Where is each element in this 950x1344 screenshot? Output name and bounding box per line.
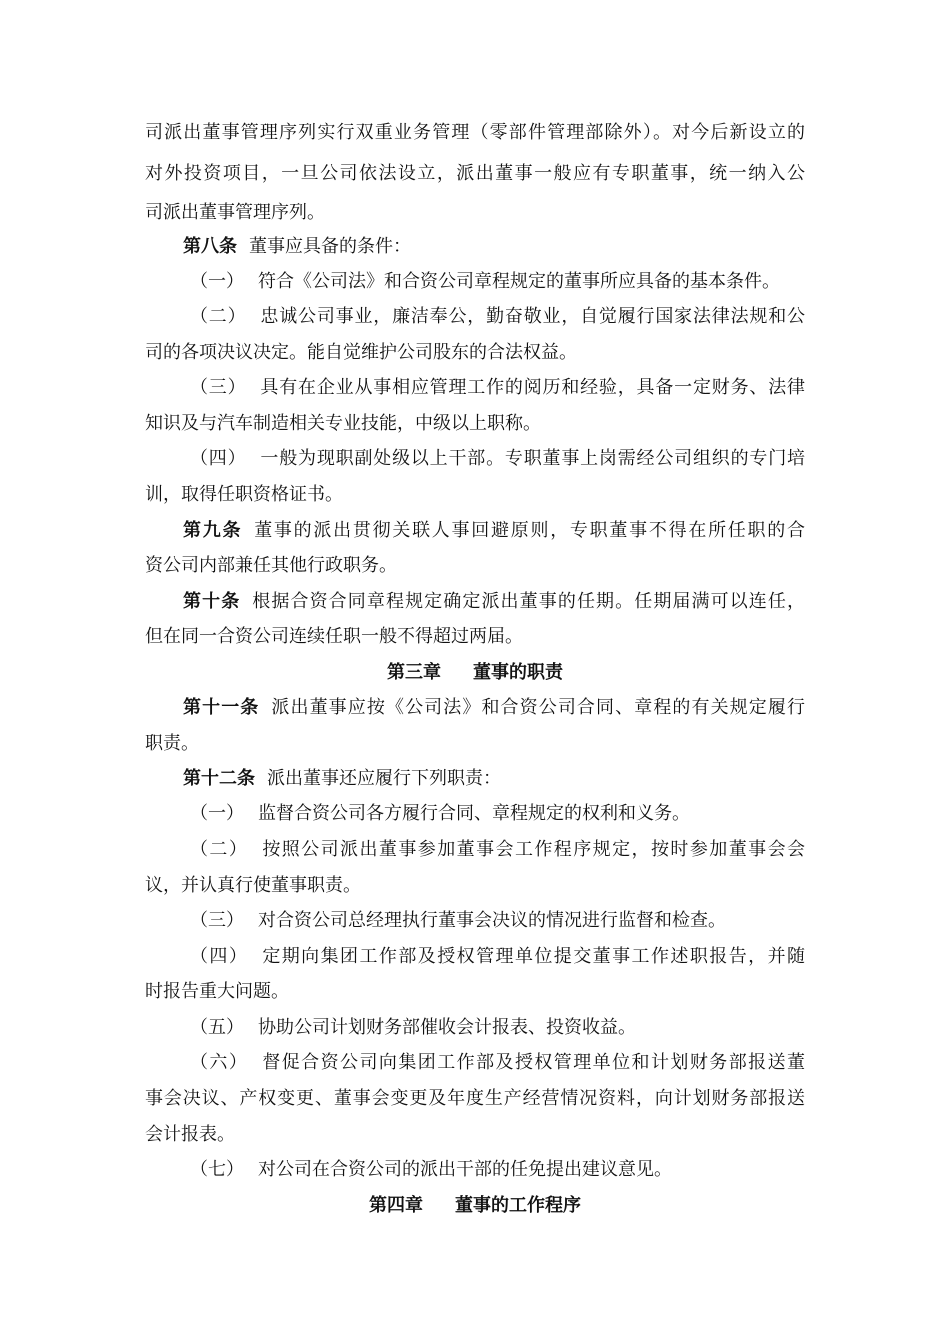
article-12-item-5 bbox=[190, 1011, 805, 1045]
article-12-item-6 bbox=[190, 1046, 805, 1080]
article-11 bbox=[183, 691, 805, 725]
article-12-item-3 bbox=[190, 904, 805, 938]
item-number: （五） bbox=[190, 1017, 244, 1038]
article-label: 第九条 bbox=[183, 520, 243, 541]
article-label: 第十条 bbox=[183, 591, 241, 612]
text-line: 会计报表。 bbox=[145, 1124, 235, 1145]
item-text: 符合《公司法》和合资公司章程规定的董事所应具备的基本条件。 bbox=[258, 271, 780, 292]
article-12-item-1 bbox=[190, 797, 805, 831]
item-text: 督促合资公司向集团工作部及授权管理单位和计划财务部报送董 bbox=[262, 1052, 806, 1073]
text-line: 司派出董事管理序列实行双重业务管理（零部件管理部除外）。对今后新设立的 bbox=[145, 122, 805, 143]
text-line: 但在同一合资公司连续任职一般不得超过两届。 bbox=[145, 626, 523, 647]
chapter-number: 第三章 bbox=[387, 662, 441, 683]
item-number: （四） bbox=[190, 448, 247, 469]
article-12-item-7 bbox=[190, 1153, 805, 1187]
text-line: 训，取得任职资格证书。 bbox=[145, 484, 343, 505]
item-text: 监督合资公司各方履行合同、章程规定的权利和义务。 bbox=[258, 803, 690, 824]
chapter-number: 第四章 bbox=[369, 1195, 423, 1216]
item-text: 对公司在合资公司的派出干部的任免提出建议意见。 bbox=[258, 1159, 672, 1180]
article-10 bbox=[183, 585, 805, 619]
text-line: 对外投资项目，一旦公司依法设立，派出董事一般应有专职董事，统一纳入公 bbox=[145, 163, 805, 184]
article-8-item-2 bbox=[190, 300, 805, 334]
item-text: 按照公司派出董事参加董事会工作程序规定，按时参加董事会会 bbox=[262, 839, 806, 860]
article-text: 派出董事还应履行下列职责： bbox=[267, 768, 501, 789]
article-12-item-2 bbox=[190, 833, 805, 867]
article-8-item-1 bbox=[190, 265, 805, 299]
text-line: 司的各项决议决定。能自觉维护公司股东的合法权益。 bbox=[145, 342, 577, 363]
item-number: （六） bbox=[190, 1052, 249, 1073]
text-line: 知识及与汽车制造相关专业技能，中级以上职称。 bbox=[145, 413, 541, 434]
article-12-item-4 bbox=[190, 940, 805, 974]
chapter-title: 董事的工作程序 bbox=[455, 1195, 581, 1216]
text-line: 事会决议、产权变更、董事会变更及年度生产经营情况资料，向计划财务部报送 bbox=[145, 1088, 805, 1109]
chapter-title: 董事的职责 bbox=[473, 662, 563, 683]
item-number: （七） bbox=[190, 1159, 244, 1180]
chapter-4-heading bbox=[145, 1189, 805, 1223]
article-8-item-3 bbox=[190, 371, 805, 405]
article-text: 根据合资合同章程规定确定派出董事的任期。任期届满可以连任， bbox=[252, 591, 806, 612]
article-8-item-4 bbox=[190, 442, 805, 476]
text-line: 时报告重大问题。 bbox=[145, 981, 289, 1002]
article-label: 第八条 bbox=[183, 236, 237, 257]
text-line: 资公司内部兼任其他行政职务。 bbox=[145, 555, 397, 576]
article-label: 第十一条 bbox=[183, 697, 260, 718]
item-number: （三） bbox=[190, 377, 247, 398]
article-12-heading bbox=[183, 762, 805, 796]
item-number: （二） bbox=[190, 306, 247, 327]
article-9 bbox=[183, 514, 805, 548]
item-text: 一般为现职副处级以上干部。专职董事上岗需经公司组织的专门培 bbox=[260, 448, 805, 469]
article-text: 派出董事应按《公司法》和合资公司合同、章程的有关规定履行 bbox=[271, 697, 806, 718]
text-line: 职责。 bbox=[145, 733, 199, 754]
item-text: 对合资公司总经理执行董事会决议的情况进行监督和检查。 bbox=[258, 910, 726, 931]
item-number: （二） bbox=[190, 839, 249, 860]
item-number: （一） bbox=[190, 271, 244, 292]
text-line: 议，并认真行使董事职责。 bbox=[145, 875, 361, 896]
item-text: 定期向集团工作部及授权管理单位提交董事工作述职报告，并随 bbox=[262, 946, 806, 967]
article-text: 董事应具备的条件： bbox=[249, 236, 411, 257]
article-text: 董事的派出贯彻关联人事回避原则，专职董事不得在所任职的合 bbox=[254, 520, 806, 541]
article-label: 第十二条 bbox=[183, 768, 255, 789]
article-8-heading bbox=[183, 230, 805, 264]
item-text: 具有在企业从事相应管理工作的阅历和经验，具备一定财务、法律 bbox=[260, 377, 805, 398]
item-number: （四） bbox=[190, 946, 249, 967]
item-text: 忠诚公司事业，廉洁奉公，勤奋敬业，自觉履行国家法律法规和公 bbox=[260, 306, 805, 327]
item-text: 协助公司计划财务部催收会计报表、投资收益。 bbox=[258, 1017, 636, 1038]
chapter-3-heading bbox=[145, 656, 805, 690]
item-number: （三） bbox=[190, 910, 244, 931]
item-number: （一） bbox=[190, 803, 244, 824]
text-line: 司派出董事管理序列。 bbox=[145, 202, 325, 223]
